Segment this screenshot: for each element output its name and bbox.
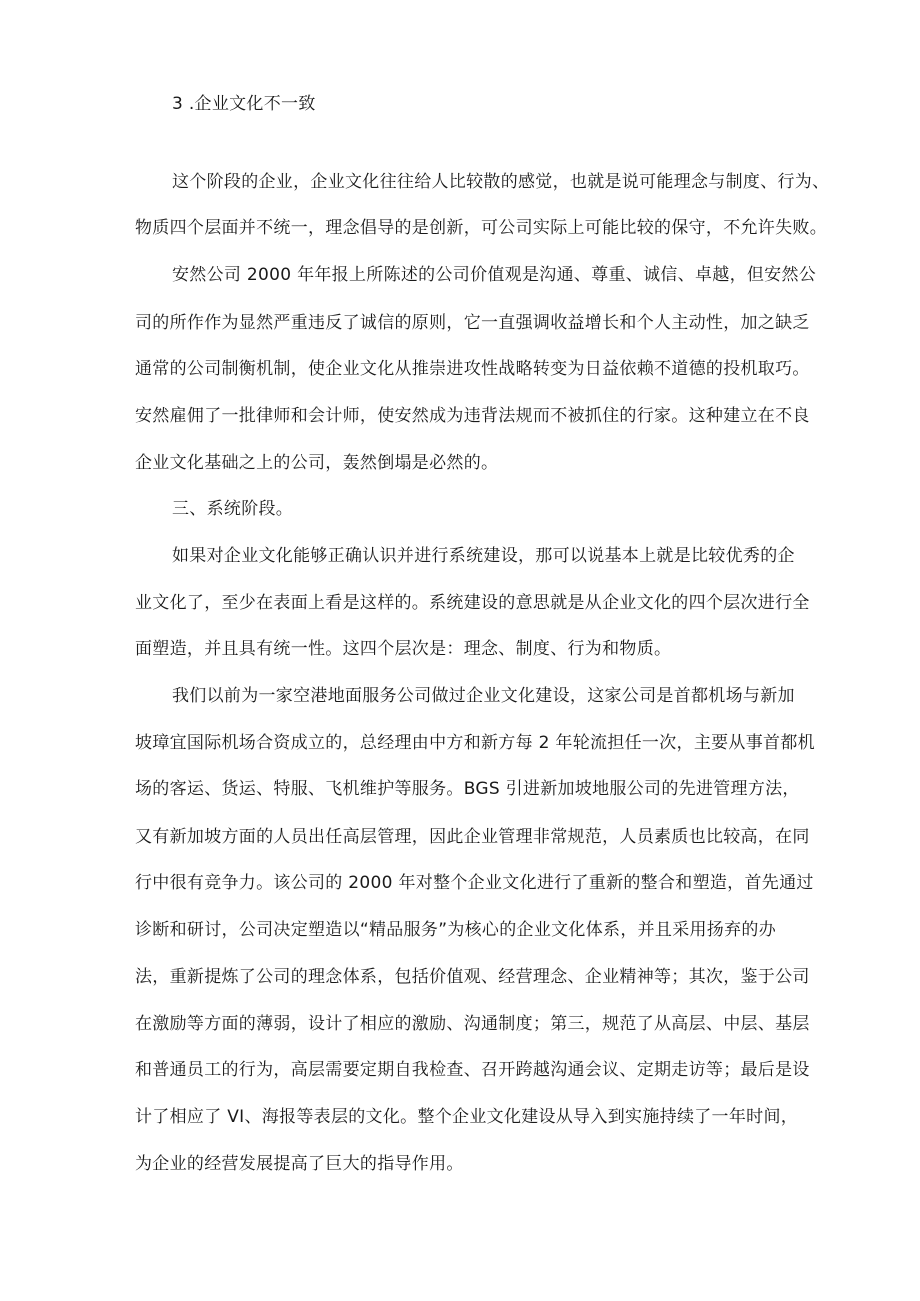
paragraph-4-line-1: 我们以前为一家空港地面服务公司做过企业文化建设，这家公司是首都机场与新加	[172, 686, 795, 706]
paragraph-2-line-1: 安然公司 2000 年年报上所陈述的公司价值观是沟通、尊重、诚信、卓越，但安然公	[172, 265, 817, 285]
paragraph-2-line-2: 司的所作作为显然严重违反了诚信的原则，它一直强调收益增长和个人主动性，加之缺乏	[135, 313, 810, 333]
paragraph-4-line-11: 为企业的经营发展提高了巨大的指导作用。	[135, 1154, 464, 1174]
paragraph-4-line-7: 法，重新提炼了公司的理念体系，包括价值观、经营理念、企业精神等；其次，鉴于公司	[135, 967, 810, 987]
paragraph-3-line-2: 业文化了，至少在表面上看是这样的。系统建设的意思就是从企业文化的四个层次进行全	[135, 593, 810, 613]
paragraph-3-line-3: 面塑造，并且具有统一性。这四个层次是：理念、制度、行为和物质。	[135, 639, 672, 659]
paragraph-4-line-4: 又有新加坡方面的人员出任高层管理，因此企业管理非常规范，人员素质也比较高，在同	[135, 827, 810, 847]
paragraph-4-line-5: 行中很有竞争力。该公司的 2000 年对整个企业文化进行了重新的整合和塑造，首先通过	[135, 873, 814, 893]
heading: 3 .企业文化不一致	[172, 94, 316, 114]
paragraph-1-line-1: 这个阶段的企业，企业文化往往给人比较散的感觉，也就是说可能理念与制度、行为、	[172, 172, 830, 192]
paragraph-4-line-3: 场的客运、货运、特服、飞机维护等服务。BGS 引进新加坡地服公司的先进管理方法，	[135, 779, 800, 799]
paragraph-4-line-2: 坡璋宜国际机场合资成立的，总经理由中方和新方每 2 年轮流担任一次，主要从事首都机	[135, 733, 815, 753]
paragraph-4-line-8: 在激励等方面的薄弱，设计了相应的激励、沟通制度；第三，规范了从高层、中层、基层	[135, 1014, 810, 1034]
paragraph-2-line-3: 通常的公司制衡机制，使企业文化从推崇进攻性战略转变为日益依赖不道德的投机取巧。	[135, 359, 810, 379]
paragraph-1-line-2: 物质四个层面并不统一，理念倡导的是创新，可公司实际上可能比较的保守，不允许失败。	[135, 218, 827, 238]
section-title: 三、系统阶段。	[172, 499, 294, 519]
paragraph-4-line-6: 诊断和研讨，公司决定塑造以“精品服务”为核心的企业文化体系，并且采用扬弃的办	[135, 920, 777, 940]
paragraph-3-line-1: 如果对企业文化能够正确认识并进行系统建设，那可以说基本上就是比较优秀的企	[172, 546, 795, 566]
paragraph-4-line-9: 和普通员工的行为，高层需要定期自我检查、召开跨越沟通会议、定期走访等；最后是设	[135, 1060, 810, 1080]
paragraph-2-line-4: 安然雇佣了一批律师和会计师，使安然成为违背法规而不被抓住的行家。这种建立在不良	[135, 406, 810, 426]
paragraph-4-line-10: 计了相应了 VI、海报等表层的文化。整个企业文化建设从导入到实施持续了一年时间，	[135, 1107, 799, 1127]
paragraph-2-line-5: 企业文化基础之上的公司，轰然倒塌是必然的。	[135, 453, 499, 473]
